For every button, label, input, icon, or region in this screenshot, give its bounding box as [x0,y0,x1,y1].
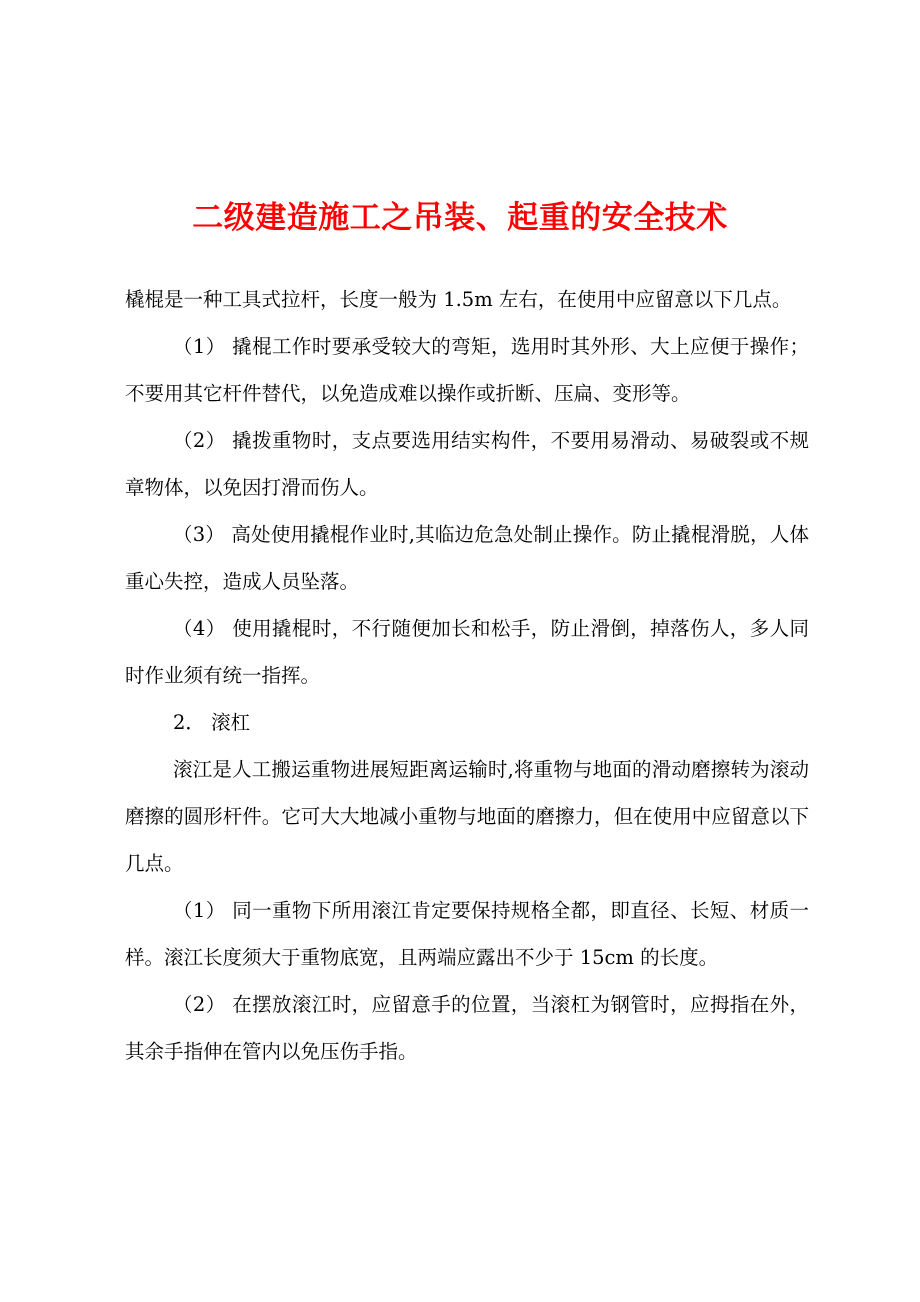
paragraph-roller-intro: 滚江是人工搬运重物进展短距离运输时,将重物与地面的滑动磨擦转为滚动磨擦的圆形杆件。它可大大地减小重物与地面的磨擦力，但在使用中应留意以下几点。 [125,758,809,875]
document-body [125,276,809,1075]
paragraph-roller-item-1: （1） 同一重物下所用滚江肯定要保持规格全都，即直径、长短、材质一样。滚江长度须大于重物底宽，且两端应露出不少于 15cm 的长度。 [125,899,809,969]
paragraph-roller-item-2: （2） 在摆放滚江时，应留意手的位置，当滚杠为钢管时，应拇指在外，其余手指伸在管内以免压伤手指。 [125,993,809,1063]
document-title: 二级建造施工之吊装、起重的安全技术 [192,200,728,236]
paragraph-intro: 橇棍是一种工具式拉杆，长度一般为 1.5m 左右，在使用中应留意以下几点。 [125,288,792,311]
paragraph-item-2: （2） 撬拨重物时，支点要选用结实构件，不要用易滑动、易破裂或不规章物体，以免因打滑而伤人。 [125,429,809,499]
paragraph-item-4: （4） 使用撬棍时，不行随便加长和松手，防止滑倒，掉落伤人，多人同时作业须有统一指挥。 [125,617,809,687]
paragraph-item-3: （3） 高处使用撬棍作业时,其临边危急处制止操作。防止撬棍滑脱，人体重心失控，造成人员坠落。 [125,523,809,593]
section-heading-roller: 2． 滚杠 [173,711,251,734]
paragraph-item-1: （1） 撬棍工作时要承受较大的弯矩，选用时其外形、大上应便于操作；不要用其它杆件替代，以免造成难以操作或折断、压扁、变形等。 [125,335,809,405]
